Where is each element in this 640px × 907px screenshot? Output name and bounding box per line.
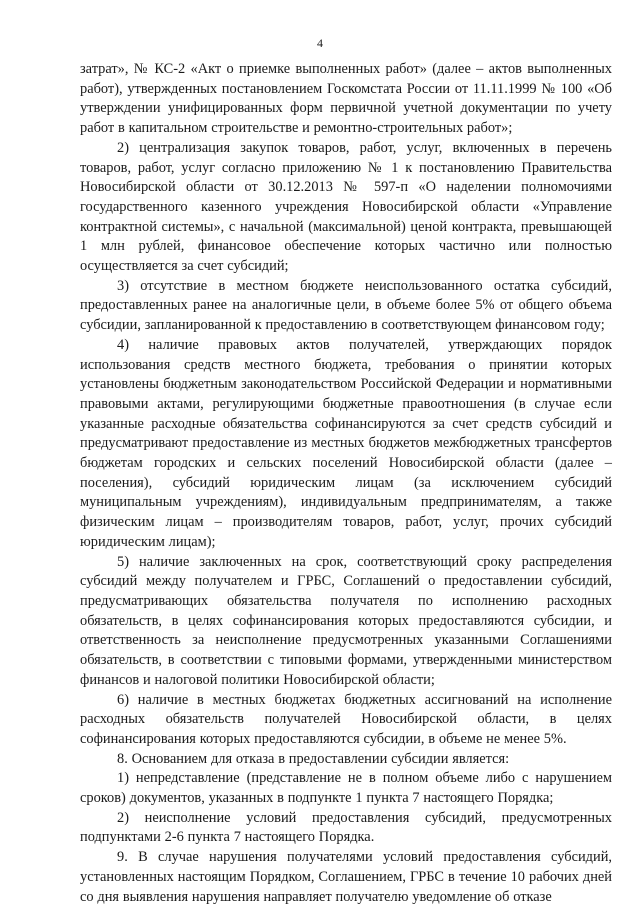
paragraph-section-8-item-2: 2) неисполнение условий предоставления субсидий, предусмотренных подпунктами 2-6 пункта 7 настоящего Порядка. xyxy=(80,809,612,846)
paragraph-item-4: 4) наличие правовых актов получателей, утверждающих порядок использования средств местного бюджета, требования о принятии которых установлены бюджетным законодательством Российской Федерации и нормативными правовыми актами, регулирующими бюджетные правоотношения (в случае если указанные расходные обязательства софинансируются за счет средств субсидий и предусматривают предоставление из местных бюджетов межбюджетных трансфертов бюджетам городских и сельских поселений Новосибирской области (далее – поселения), субсидий юридическим лицам (за исключением субсидий муниципальным учреждениям), индивидуальным предпринимателям, а также физическим лицам – производителям товаров, работ, услуг, прочих субсидий юридическим лицам); xyxy=(80,336,612,550)
paragraph-section-8-item-1: 1) непредставление (представление не в полном объеме либо с нарушением сроков) документов, указанных в подпункте 1 пункта 7 настоящего Порядка; xyxy=(80,770,612,807)
paragraph-section-8: 8. Основанием для отказа в предоставлении субсидии является: xyxy=(117,750,510,767)
document-body xyxy=(80,60,612,907)
paragraph-section-9: 9. В случае нарушения получателями условий предоставления субсидий, установленных настоящим Порядком, Соглашением, ГРБС в течение 10 рабочих дней со дня выявления нарушения направляет получателю уведомление об отказе xyxy=(80,849,612,905)
page-number: 4 xyxy=(317,36,323,50)
paragraph-item-6: 6) наличие в местных бюджетах бюджетных ассигнований на исполнение расходных обязательств получателей Новосибирской области, в целях софинансирования которых предоставляются субсидии, в объеме не менее 5%. xyxy=(80,691,612,747)
paragraph-item-2: 2) централизация закупок товаров, работ, услуг, включенных в перечень товаров, работ, услуг согласно приложению № 1 к постановлению Правительства Новосибирской области от 30.12.2013 № 597-п «О наделении полномочиями государственного казенного учреждения Новосибирской области «Управление контрактной системы», с начальной (максимальной) ценой контракта, превышающей 1 млн рублей, финансовое обеспечение которых частично или полностью осуществляется за счет субсидий; xyxy=(80,139,612,275)
paragraph-item-5: 5) наличие заключенных на срок, соответствующий сроку распределения субсидий между получателем и ГРБС, Соглашений о предоставлении субсидий, предусматривающих обязательства получателя по исполнению расходных обязательств, в целях софинансирования которых предоставляются субсидии, и ответственность за неисполнение предусмотренных указанными Соглашениями обязательств, в соответствии с типовыми формами, утвержденными министерством финансов и налоговой политики Новосибирской области; xyxy=(80,553,612,688)
paragraph-continuation: затрат», № КС-2 «Акт о приемке выполненных работ» (далее – актов выполненных работ), утвержденных постановлением Госкомстата России от 11.11.1999 № 100 «Об утверждении унифицированных форм первичной учетной документации по учету работ в капитальном строительстве и ремонтно-строительных работ»; xyxy=(80,61,612,137)
paragraph-item-3: 3) отсутствие в местном бюджете неиспользованного остатка субсидий, предоставленных ранее на аналогичные цели, в объеме более 5% от общего объема субсидии, запланированной к предоставлению в соответствующем финансовом году; xyxy=(80,277,612,334)
